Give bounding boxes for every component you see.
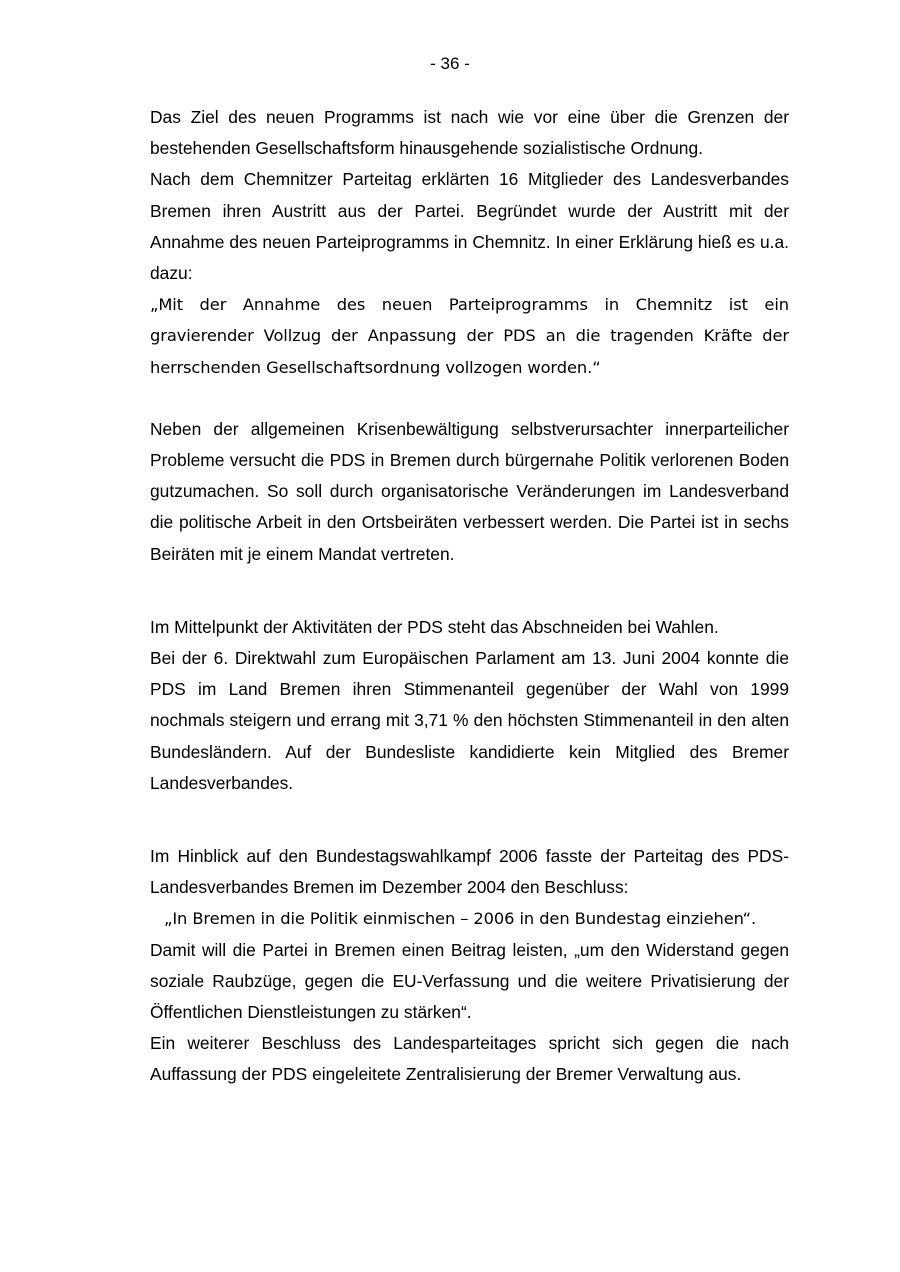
paragraph-spacer: [150, 570, 789, 612]
quote-campaign-slogan: „In Bremen in die Politik einmischen – 2006 in den Bundestag einziehen“.: [164, 909, 757, 929]
paragraph-bundestag-campaign: Im Hinblick auf den Bundestagswahlkampf 2006 fasste der Parteitag des PDS-Landesverbandes Bremen im Dezember 2004 den Beschluss:: [150, 846, 789, 898]
paragraph-party-contribution: Damit will die Partei in Bremen einen Beitrag leisten, „um den Widerstand gegen soziale Raubzüge, gegen die EU-Verfassung und die weitere Privatisierung der Öffentlichen Dienstleistungen zu stärken“.: [150, 939, 789, 1023]
paragraph-resignations: Nach dem Chemnitzer Parteitag erklärten 16 Mitglieder des Landesverbandes Bremen ihren Austritt aus der Partei. Begründet wurde der Austritt mit der Annahme des neuen Parteiprogramms in Chemnitz. In einer Erklärung hieß es u.a. dazu:: [150, 169, 789, 284]
paragraph-elections-focus: Im Mittelpunkt der Aktivitäten der PDS steht das Abschneiden bei Wahlen.: [150, 616, 719, 637]
paragraph-spacer: [150, 799, 789, 841]
paragraph-spacer: [150, 383, 789, 414]
paragraph-european-election: Bei der 6. Direktwahl zum Europäischen Parlament am 13. Juni 2004 konnte die PDS im Land Bremen ihren Stimmenanteil gegenüber der Wahl von 1999 nochmals steigern und errang mit 3,71 % den höchsten Stimmenanteil in den alten Bundesländern. Auf der Bundesliste kandidierte kein Mitglied des Bremer Landesverbandes.: [150, 648, 789, 793]
quote-resignation-statement: „Mit der Annahme des neuen Parteiprogramms in Chemnitz ist ein gravierender Vollzug der Anpassung der PDS an die tragenden Kräfte der herrschenden Gesellschaftsordnung vollzogen worden.“: [150, 295, 789, 377]
page-number: - 36 -: [430, 54, 470, 73]
paragraph-centralization: Ein weiterer Beschluss des Landesparteitages spricht sich gegen die nach Auffassung der PDS eingeleitete Zentralisierung der Bremer Verwaltung aus.: [150, 1033, 789, 1085]
page-body: [150, 102, 789, 1091]
paragraph-program-goal: Das Ziel des neuen Programms ist nach wie vor eine über die Grenzen der bestehenden Gesellschaftsform hinausgehende sozialistische Ordnung.: [150, 107, 789, 159]
paragraph-crisis-management: Neben der allgemeinen Krisenbewältigung selbstverursachter innerparteilicher Probleme versucht die PDS in Bremen durch bürgernahe Politik verlorenen Boden gutzumachen. So soll durch organisatorische Veränderungen im Landesverband die politische Arbeit in den Ortsbeiräten verbessert werden. Die Partei ist in sechs Beiräten mit je einem Mandat vertreten.: [150, 418, 789, 564]
